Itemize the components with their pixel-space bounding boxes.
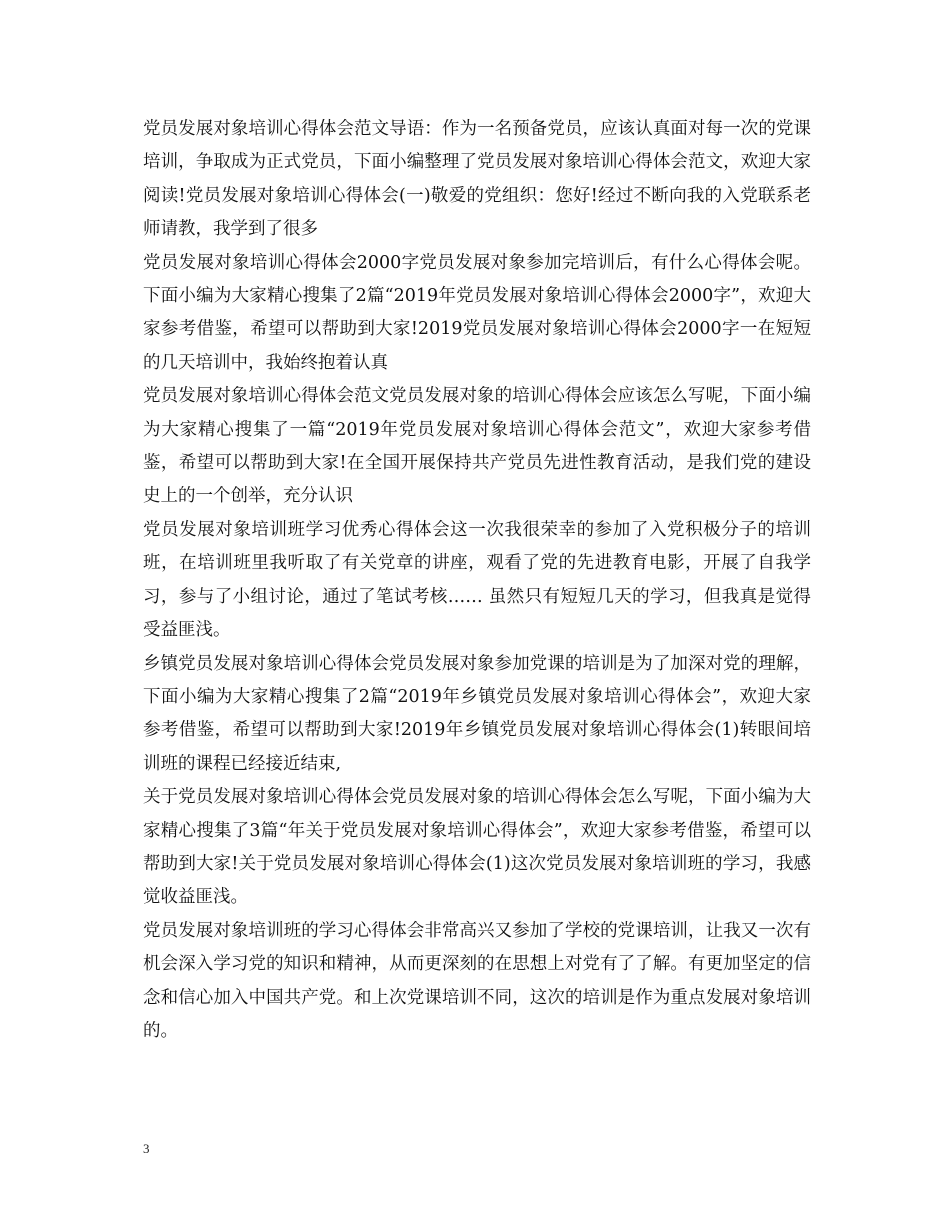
paragraph-2: 党员发展对象培训心得体会2000字党员发展对象参加完培训后，有什么心得体会呢。下面小编为大家精心搜集了2篇“2019年党员发展对象培训心得体会2000字”，欢迎大家参考借鉴，希望可以帮助到大家!2019党员发展对象培训心得体会2000字一在短短的几天培训中，我始终抱着认真 [143, 252, 811, 373]
paragraph-1: 党员发展对象培训心得体会范文导语：作为一名预备党员，应该认真面对每一次的党课培训，争取成为正式党员，下面小编整理了党员发展对象培训心得体会范文，欢迎大家阅读!党员发展对象培训心得体会(一)敬爱的党组织：您好!经过不断向我的入党联系老师请教，我学到了很多 [143, 119, 811, 240]
paragraph-4: 党员发展对象培训班学习优秀心得体会这一次我很荣幸的参加了入党积极分子的培训班，在培训班里我听取了有关党章的讲座，观看了党的先进教育电影，开展了自我学习，参与了小组讨论，通过了笔试考核…… 虽然只有短短几天的学习，但我真是觉得受益匪浅。 [143, 519, 811, 641]
paragraph-7: 党员发展对象培训班的学习心得体会非常高兴又参加了学校的党课培训，让我又一次有机会深入学习党的知识和精神，从而更深刻的在思想上对党有了了解。有更加坚定的信念和信心加入中国共产党。和上次党课培训不同，这次的培训是作为重点发展对象培训的。 [143, 920, 811, 1041]
paragraph-6: 关于党员发展对象培训心得体会党员发展对象的培训心得体会怎么写呢，下面小编为大家精心搜集了3篇“年关于党员发展对象培训心得体会”，欢迎大家参考借鉴，希望可以帮助到大家!关于党员发展对象培训心得体会(1)这次党员发展对象培训班的学习，我感觉收益匪浅。 [143, 787, 811, 908]
paragraph-5: 乡镇党员发展对象培训心得体会党员发展对象参加党课的培训是为了加深对党的理解，下面小编为大家精心搜集了2篇“2019年乡镇党员发展对象培训心得体会”，欢迎大家参考借鉴，希望可以帮助到大家!2019年乡镇党员发展对象培训心得体会(1)转眼间培训班的课程已经接近结束, [143, 653, 811, 774]
paragraph-3: 党员发展对象培训心得体会范文党员发展对象的培训心得体会应该怎么写呢，下面小编为大家精心搜集了一篇“2019年党员发展对象培训心得体会范文”，欢迎大家参考借鉴，希望可以帮助到大家!在全国开展保持共产党员先进性教育活动，是我们党的建设史上的一个创举，充分认识 [143, 386, 811, 507]
document-body [143, 113, 811, 1048]
page-number: 3 [143, 1141, 150, 1156]
